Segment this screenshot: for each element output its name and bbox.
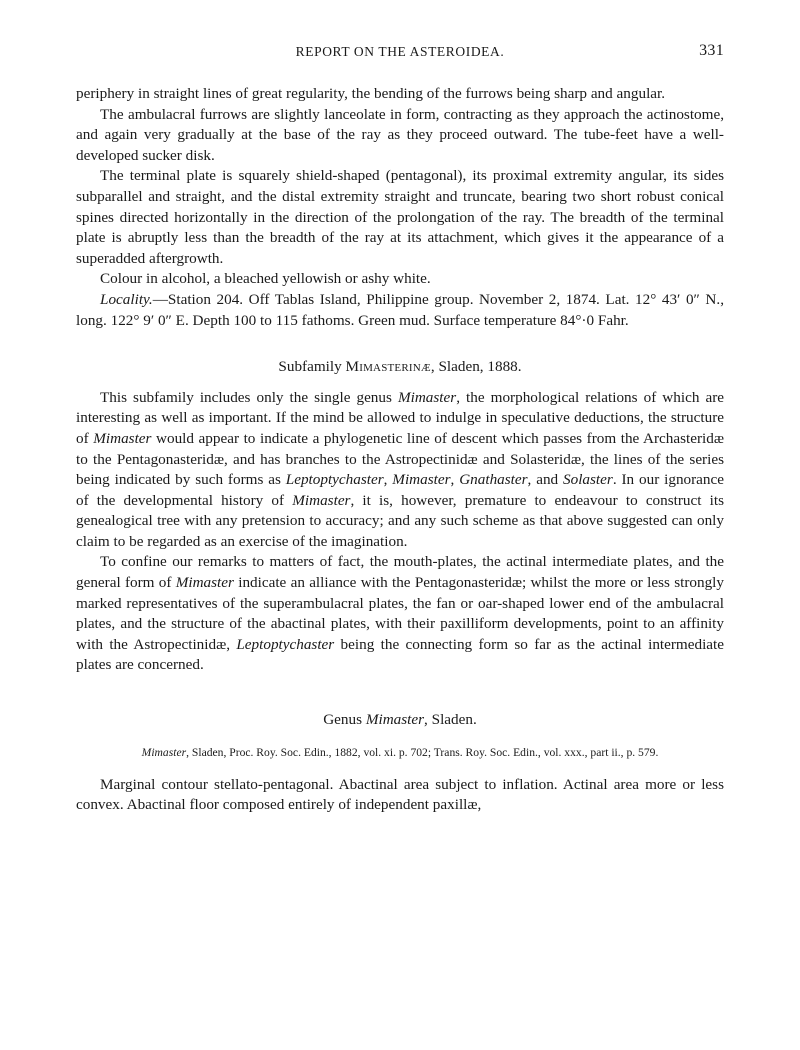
page-number: 331 [699, 42, 724, 59]
paragraph-terminal-plate: The terminal plate is squarely shield-shaped (pentagonal), its proximal extremity angular, its sides subparallel and straight, and the distal extremity straight and truncate, bearing two short robust conical spines directed horizontally in the direction of the prolongation of the ray. The breadth of the terminal plate is abruptly less than the breadth of the ray at its attachment, which gives it the appearance of a superadded aftergrowth. [76, 167, 724, 267]
locality-text: —Station 204. Off Tablas Island, Philippine group. November 2, 1874. Lat. 12° 43′ 0″ N., long. 122° 9′ 0″ E. Depth 100 to 115 fathoms. Green mud. Surface temperature 84°·0 Fahr. [76, 290, 724, 329]
genus-name: Mimaster [365, 711, 425, 729]
paragraph-continuation: periphery in straight lines of great regularity, the bending of the furrows being sharp and angular. [76, 85, 666, 102]
body-text [76, 84, 724, 816]
paragraph-locality [76, 290, 724, 331]
paragraph-colour: Colour in alcohol, a bleached yellowish or ashy white. [100, 270, 431, 288]
subfamily-name: Mimasterinæ [345, 358, 431, 376]
paragraph-ambulacral-furrows: The ambulacral furrows are slightly lanceolate in form, contracting as they approach the actinostome, and again very gradually at the base of the ray as they proceed outward. The tube-feet have a well-developed sucker disk. [76, 105, 724, 164]
genus-heading: Genus Mimaster, Sladen. [323, 711, 477, 729]
running-head [76, 44, 724, 64]
paragraph-subfamily-facts: To confine our remarks to matters of fact, the mouth-plates, the actinal intermediate plates, and the general form of Mimaster indicate an alliance with the Pentagonasteridæ; whilst the more or less strongly marked representatives of the superambulacral plates, the fan or oar-shaped lower end of the ambulacral plates, and the structure of the abactinal plates, with their paxilliform developments, point to an affinity with the Astropectinidæ, Leptoptychaster being the connecting form so far as the actinal intermediate plates are concerned. [76, 553, 724, 674]
locality-label: Locality. [100, 290, 153, 308]
paragraph-genus-diagnosis: Marginal contour stellato-pentagonal. Abactinal area subject to inflation. Actinal area more or less convex. Abactinal floor composed entirely of independent paxillæ, [76, 775, 724, 814]
running-title: REPORT ON THE ASTEROIDEA. [295, 44, 505, 59]
paragraph-subfamily-intro: This subfamily includes only the single genus Mimaster, the morphological relations of which are interesting as well as important. If the mind be allowed to indulge in speculative deductions, the structure of Mimaster would appear to indicate a phylogenetic line of descent which passes from the Archasteridæ to the Pentagonasteridæ, and has branches to the Astropectinidæ and Solasteridæ, the lines of the series being indicated by such forms as Leptoptychaster, Mimaster, Gnathaster, and Solaster. In our ignorance of the developmental history of Mimaster, it is, however, premature to endeavour to construct its genealogical tree with any pretension to accuracy; and any such scheme as that above suggested can only claim to be regarded as an exercise of the imagination. [76, 388, 725, 550]
synonymy-citation: Mimaster, Sladen, Proc. Roy. Soc. Edin., 1882, vol. xi. p. 702; Trans. Roy. Soc. Edin., vol. xxx., part ii., p. 579. [141, 745, 659, 759]
subfamily-heading: Subfamily Mimasterinæ, Sladen, 1888. [278, 358, 522, 376]
